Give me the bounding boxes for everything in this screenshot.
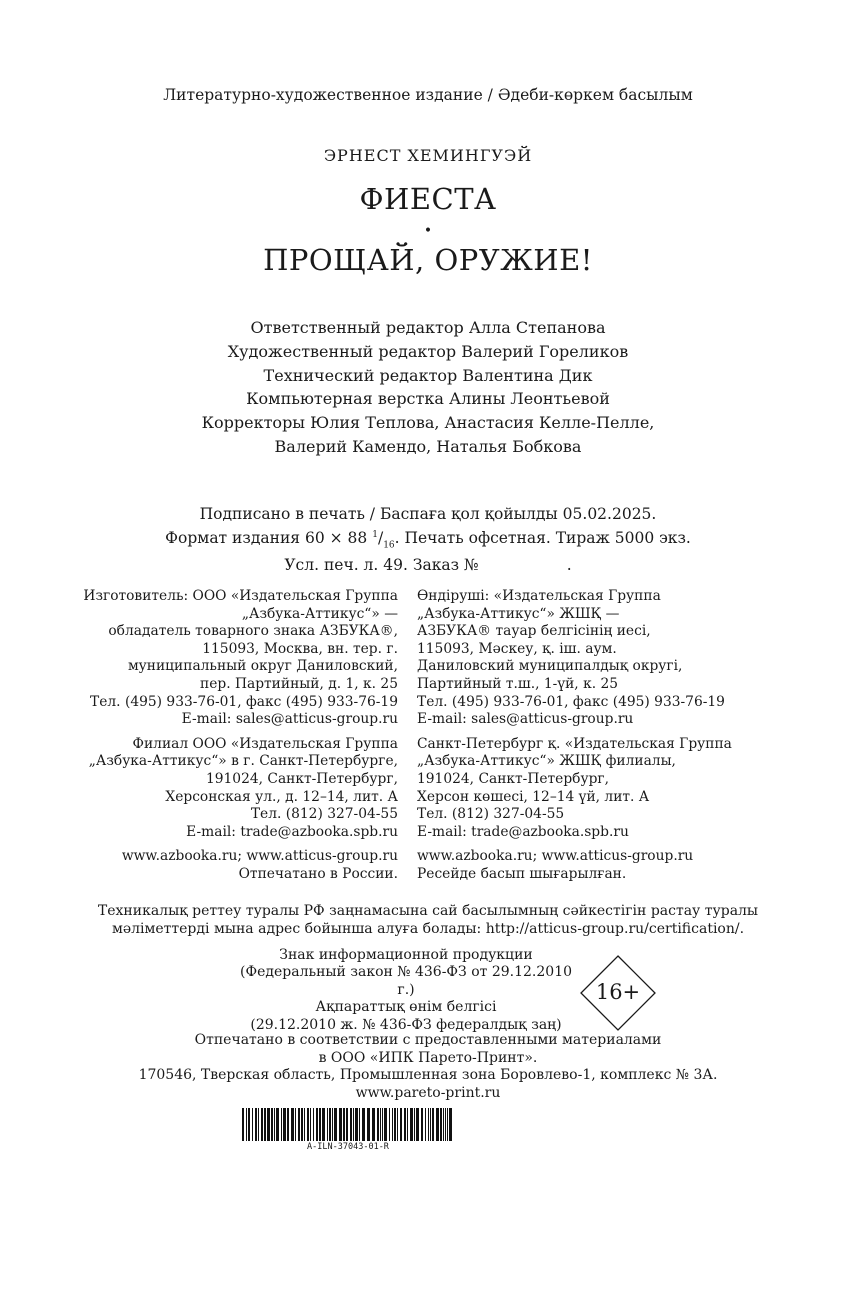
barcode-bar [343,1108,345,1141]
credit-line: Художественный редактор Валерий Гореликов [227,341,629,361]
printer-line: Отпечатано в соответствии с предоставленными материалами [194,1032,662,1048]
age-rating: 16+ [595,980,641,1004]
barcode-bar [380,1108,381,1141]
genre-line: Литературно-художественное издание / Әдеби-көркем басылым [163,86,693,104]
barcode-bar [255,1108,257,1141]
branch-kz-line: Херсон көшесі, 12–14 үй, лит. А [417,788,650,805]
barcode-bar [428,1108,429,1141]
manufacturer-ru [83,588,398,884]
print-info [0,504,856,576]
branch-ru-line: E-mail: trade@azbooka.spb.ru [186,823,398,840]
info-sign-line: Ақпараттық өнім белгісі [315,999,497,1016]
branch-kz-line: Санкт-Петербург қ. «Издательская Группа [417,735,732,752]
barcode-bar [350,1108,352,1141]
barcode-bar [298,1108,300,1141]
barcode-bar [264,1108,266,1141]
manufacturer-ru-line: E-mail: sales@atticus-group.ru [181,711,398,728]
barcode-bar [327,1108,328,1141]
barcode-bar [310,1108,311,1141]
barcode-bar [353,1108,354,1141]
manufacturer-ru-line: муниципальный округ Даниловский, [127,658,398,675]
barcode-bar [248,1108,250,1141]
sheets-line [0,555,856,576]
barcode-bar [252,1108,253,1141]
barcode-bar [436,1108,439,1141]
barcode-bar [397,1108,398,1141]
branch-kz-line: 191024, Санкт-Петербург, [417,770,610,787]
barcode-bar [307,1108,309,1141]
signed-line: Подписано в печать / Баспаға қол қойылды 05.02.2025. [199,505,657,523]
barcode-bar [377,1108,379,1141]
barcode-bar [339,1108,342,1141]
certification-note [0,902,856,938]
manufacturer-kz-line: АЗБУКА® тауар белгісінің иесі, [417,623,651,640]
barcode-bar [432,1108,434,1141]
barcode-bar [384,1108,387,1141]
barcode-bar [276,1108,279,1141]
barcode-bar [261,1108,263,1141]
credits-block [0,316,856,459]
barcode-bar [274,1108,275,1141]
barcode-bar [372,1108,375,1141]
book-title-1: ФИЕСТА [359,182,497,216]
barcode-bar [394,1108,396,1141]
manufacturer-kz-line: E-mail: sales@atticus-group.ru [417,711,634,728]
barcode-bar [271,1108,273,1141]
certification-line: мәліметтерді мына адрес бойынша алуға болады: http://atticus-group.ru/certification/. [111,921,745,937]
title-separator: • [423,223,433,239]
barcode-bar [267,1108,270,1141]
web-ru-line: www.azbooka.ru; www.atticus-group.ru [121,848,398,865]
barcode-bar [362,1108,365,1141]
credit-line: Компьютерная верстка Алины Леонтьевой [246,389,610,409]
branch-ru-line: Филиал ООО «Издательская Группа [132,735,398,752]
web-kz-line: Ресейде басып шығарылған. [417,865,627,882]
barcode-bar [346,1108,348,1141]
manufacturer-kz-line: Партийный т.ш., 1-үй, к. 25 [417,675,619,692]
credit-line: Валерий Камендо, Наталья Бобкова [274,436,582,456]
barcode-bar [319,1108,321,1141]
credit-line: Ответственный редактор Алла Степанова [250,318,606,337]
barcode-bar [322,1108,325,1141]
barcode-bar [359,1108,360,1141]
manufacturer-ru-line: Тел. (495) 933-76-01, факс (495) 933-76-19 [90,693,398,710]
branch-ru-line: Херсонская ул., д. 12–14, лит. А [165,788,398,805]
credit-line: Технический редактор Валентина Дик [263,365,593,385]
format-line [0,525,856,556]
barcode-bar [382,1108,383,1141]
barcode-bar [410,1108,413,1141]
barcode-bar [416,1108,419,1141]
manufacturer-kz-line: 115093, Мәскеу, қ. іш. аум. [417,640,617,657]
branch-kz-line: E-mail: trade@azbooka.spb.ru [417,823,629,840]
web-ru-line: Отпечатано в России. [238,865,398,882]
credit-line: Корректоры Юлия Теплова, Анастасия Келле-Пелле, [201,413,655,433]
manufacturer-kz [417,588,732,884]
manufacturer-kz-line: Даниловский муниципалдық округі, [417,658,683,675]
barcode-bar [291,1108,294,1141]
barcode-bar [404,1108,406,1141]
barcode-bar [332,1108,333,1141]
barcode-label: A-ILN-37043-01-R [307,1142,389,1152]
barcode-bar [316,1108,318,1141]
barcode-bar [400,1108,402,1141]
barcode-bar [295,1108,296,1141]
format-den: 16 [383,539,395,550]
barcode-bar [392,1108,393,1141]
format-suffix: . Печать офсетная. Тираж 5000 экз. [394,528,691,547]
branch-kz-line: Тел. (812) 327-04-55 [417,806,565,823]
sheets-end: . [566,556,572,575]
branch-ru-line: Тел. (812) 327-04-55 [250,806,398,823]
barcode-bar [443,1108,444,1141]
format-num: 1 [372,529,378,540]
barcode-bar [301,1108,303,1141]
certification-line: Техникалық реттеу туралы РФ заңнамасына сай басылымның сәйкестігін растау туралы [97,903,759,919]
manufacturer-kz-line: Тел. (495) 933-76-01, факс (495) 933-76-19 [417,693,725,710]
manufacturer-kz-line: „Азбука-Аттикус“» ЖШҚ — [417,605,620,622]
info-sign-line: Знак информационной продукции [279,947,533,963]
branch-kz-line: „Азбука-Аттикус“» ЖШҚ филиалы, [417,753,676,770]
barcode-icon [242,1108,454,1141]
barcode-bar [258,1108,259,1141]
barcode-bar [414,1108,415,1141]
printer-line: www.pareto-print.ru [355,1084,501,1101]
branch-ru-line: 191024, Санкт-Петербург, [205,770,398,787]
barcode-bar [407,1108,408,1141]
info-sign-line: (Федеральный закон № 436-ФЗ от 29.12.2010 г.) [239,964,573,998]
web-kz-line: www.azbooka.ru; www.atticus-group.ru [417,848,694,865]
barcode-bar [246,1108,247,1141]
barcode-bar [287,1108,289,1141]
barcode-bar [421,1108,423,1141]
manufacturer-ru-line: обладатель товарного знака АЗБУКА®, [108,623,398,640]
branch-ru-line: „Азбука-Аттикус“» в г. Санкт-Петербурге, [88,753,398,770]
barcode-bar [329,1108,331,1141]
barcode-bar [440,1108,442,1141]
book-title-2: ПРОЩАЙ, ОРУЖИЕ! [263,243,593,277]
barcode-bar [281,1108,282,1141]
manufacturer-ru-line: 115093, Москва, вн. тер. г. [202,640,398,657]
printer-line: в ООО «ИПК Парето-Принт». [318,1049,538,1066]
barcode-bar [283,1108,286,1141]
sheets-text: Усл. печ. л. 49. Заказ № [284,556,479,575]
barcode-bar [425,1108,426,1141]
barcode-bar [389,1108,390,1141]
author-name: ЭРНЕСТ ХЕМИНГУЭЙ [323,146,533,165]
barcode-bar [304,1108,305,1141]
barcode-bar [242,1108,244,1141]
printer-info [0,1032,856,1102]
barcode-bar [430,1108,431,1141]
format-slash: / [377,528,384,547]
barcode-bar [367,1108,370,1141]
info-sign-block [236,947,576,1034]
printer-line: 170546, Тверская область, Промышленная зона Боровлево-1, комплекс № 3А. [138,1067,718,1084]
barcode-bar [447,1108,448,1141]
manufacturer-ru-line: „Азбука-Аттикус“» — [241,605,398,622]
barcode-bar [334,1108,337,1141]
manufacturer-kz-line: Өндіруші: «Издательская Группа [417,588,661,604]
barcode-bar [313,1108,314,1141]
barcode-bar [355,1108,358,1141]
manufacturer-ru-line: Изготовитель: ООО «Издательская Группа [83,588,398,604]
barcode-bar [449,1108,452,1141]
info-sign-line: (29.12.2010 ж. № 436-ФЗ федералдық заң) [250,1016,562,1033]
format-prefix: Формат издания 60 × 88 [165,528,373,547]
manufacturer-ru-line: пер. Партийный, д. 1, к. 25 [200,675,398,692]
barcode-bar [445,1108,446,1141]
